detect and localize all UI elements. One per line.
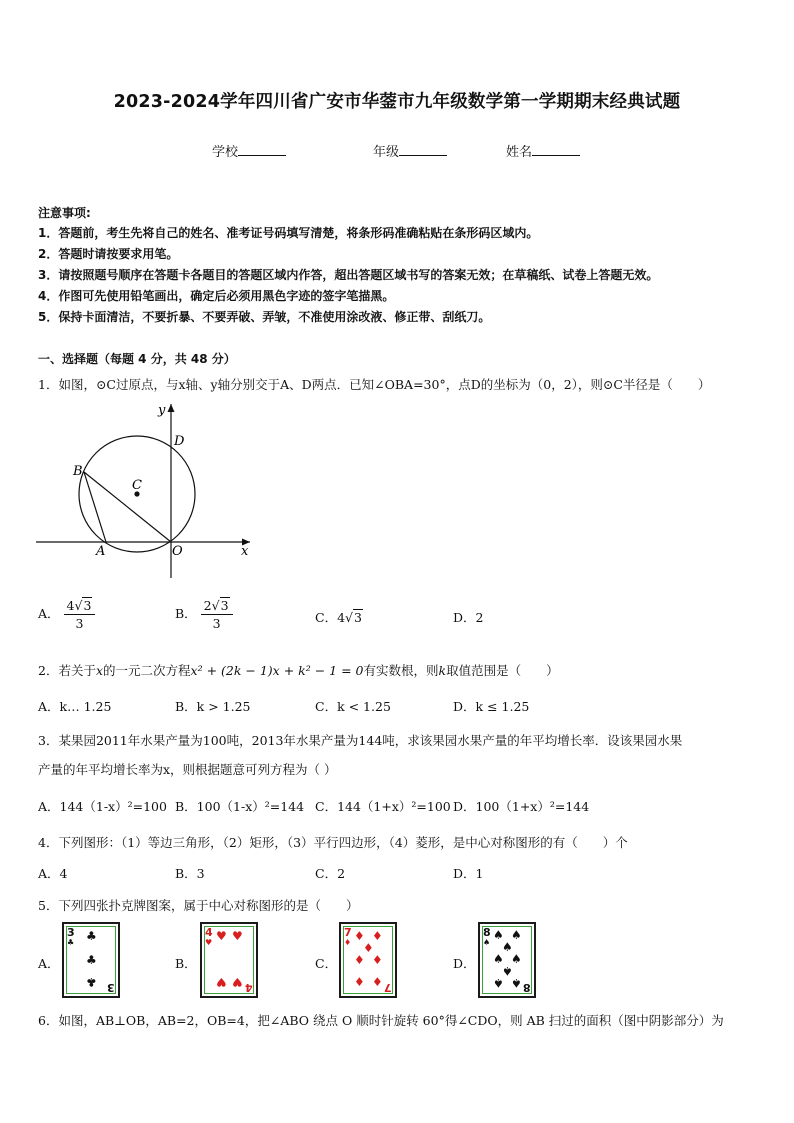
q1-option-b-den: 3 <box>212 616 221 631</box>
point-o-label: O <box>172 544 183 559</box>
q2-var-x: x <box>95 663 104 678</box>
heart-icon: ♥ <box>216 975 227 989</box>
q4-option-b: B．3 <box>175 866 205 881</box>
spade-icon: ♠ <box>511 976 522 990</box>
point-b-label: B <box>73 464 83 479</box>
notice-item-4: 4．作图可先使用铅笔画出，确定后必须用黑色字迹的签字笔描黑。 <box>38 289 395 303</box>
q1-option-b-coef: 2 <box>203 598 212 613</box>
q1-option-c-coef: 4 <box>337 610 346 625</box>
name-blank <box>532 143 580 156</box>
page-title: 2023-2024学年四川省广安市华蓥市九年级数学第一学期期末经典试题 <box>113 92 681 112</box>
school-field <box>212 141 286 160</box>
q1-option-a-radicand: 3 <box>83 598 92 613</box>
q1-option-a-den: 3 <box>75 616 84 631</box>
q1-option-c-label: C． <box>315 610 338 625</box>
q3-stem-line-1: 3．某果园2011年水果产量为100吨，2013年水果产量为144吨，求该果园水果产量的年平均增长率．设该果园水果 <box>38 733 683 748</box>
card-three-of-clubs <box>62 922 120 998</box>
q1-option-c: C．4√3 <box>315 610 362 625</box>
q4-option-c: C．2 <box>315 866 346 881</box>
q1-option-a <box>38 598 95 631</box>
card-four-of-hearts <box>200 922 258 998</box>
q1-stem: 1．如图，⊙C过原点，与x轴、y轴分别交于A、D两点．已知∠OBA=30°，点D的坐标为（0，2），则⊙C半径是（ ） <box>38 377 711 392</box>
card-b-rank: 4 <box>205 926 213 939</box>
card-d-rank-rotated: 8 <box>523 981 531 994</box>
q1-option-c-radicand: 3 <box>354 610 362 625</box>
q2-stem-pre: 2．若关于 <box>38 663 96 678</box>
q5-option-c-label: C． <box>315 956 338 971</box>
diamond-icon: ♦ <box>344 938 352 947</box>
name-label: 姓名 <box>506 145 533 160</box>
diamond-icon: ♦ <box>354 929 365 943</box>
q1-option-a-fraction: $\frac{4√3}{3}$ <box>64 598 96 631</box>
heart-icon: ♥ <box>232 975 243 989</box>
q2-option-b: B．k > 1.25 <box>175 699 251 714</box>
card-a-rank-rotated: 3 <box>107 981 115 994</box>
card-c-rank-rotated: 7 <box>384 981 392 994</box>
card-seven-of-diamonds <box>339 922 397 998</box>
q1-option-b <box>175 598 233 631</box>
name-field <box>506 141 580 160</box>
q2-stem-end: 取值范围是（ ） <box>446 663 559 678</box>
q2-var-k: k <box>438 663 447 678</box>
q6-stem: 6．如图，AB⊥OB，AB=2，OB=4，把∠ABO 绕点 O 顺时针旋转 60°得∠CDO，则 AB 扫过的面积（图中阴影部分）为 <box>38 1013 724 1028</box>
q2-option-d: D．k ≤ 1.25 <box>453 699 530 714</box>
notice-item-2: 2．答题时请按要求用笔。 <box>38 247 179 261</box>
grade-label: 年级 <box>373 145 400 160</box>
card-a-rank: 3 <box>67 926 75 939</box>
club-icon: ♣ <box>67 938 75 947</box>
q4-stem: 4．下列图形：（1）等边三角形，（2）矩形，（3）平行四边形，（4）菱形，是中心对称图形的有（ ）个 <box>38 835 628 850</box>
diamond-icon: ♦ <box>372 975 383 989</box>
q2-stem <box>38 661 559 679</box>
heart-icon: ♥ <box>216 929 227 943</box>
spade-icon: ♠ <box>493 952 504 966</box>
q5-option-b-label: B． <box>175 956 197 971</box>
q4-option-d: D．1 <box>453 866 484 881</box>
spade-icon: ♠ <box>493 928 504 942</box>
heart-icon: ♥ <box>232 929 243 943</box>
q2-stem-post: 有实数根，则 <box>363 663 439 678</box>
q1-option-b-label: B． <box>175 606 197 621</box>
diamond-icon: ♦ <box>354 953 365 967</box>
q1-option-a-label: A． <box>38 606 60 621</box>
point-c-label: C <box>132 478 142 493</box>
q3-option-a: A．144（1-x）²=100 <box>38 799 167 814</box>
q1-option-b-fraction: $\frac{2√3}{3}$ <box>201 598 233 631</box>
spade-icon: ♠ <box>502 964 513 978</box>
school-blank <box>238 143 286 156</box>
q3-option-b: B．100（1-x）²=144 <box>175 799 305 814</box>
card-eight-of-spades <box>478 922 536 998</box>
q3-option-c: C．144（1+x）²=100 <box>315 799 451 814</box>
point-d-label: D <box>174 434 185 449</box>
q1-option-a-coef: 4 <box>66 598 75 613</box>
spade-icon: ♠ <box>483 938 491 947</box>
diamond-icon: ♦ <box>354 975 365 989</box>
q1-option-b-radicand: 3 <box>220 598 229 613</box>
q2-equation: x² + (2k − 1)x + k² − 1 = 0 <box>190 663 364 678</box>
club-icon: ♣ <box>86 929 97 943</box>
grade-blank <box>399 143 447 156</box>
card-b-rank-rotated: 4 <box>245 981 253 994</box>
q5-option-a-label: A． <box>38 956 60 971</box>
notice-item-5: 5．保持卡面清洁，不要折暴、不要弄破、弄皱，不准使用涂改液、修正带、刮纸刀。 <box>38 310 491 324</box>
q1-option-d: D．2 <box>453 610 484 625</box>
q2-option-a: A．k… 1.25 <box>38 699 112 714</box>
diamond-icon: ♦ <box>372 953 383 967</box>
grade-field <box>373 141 447 160</box>
notice-heading: 注意事项: <box>38 206 91 220</box>
q2-option-c: C．k < 1.25 <box>315 699 391 714</box>
club-icon: ♣ <box>86 975 97 989</box>
diamond-icon: ♦ <box>372 929 383 943</box>
q5-option-d-label: D． <box>453 956 476 971</box>
notice-item-3: 3．请按照题号顺序在答题卡各题目的答题区域内作答，超出答题区域书写的答案无效；在草稿纸、试卷上答题无效。 <box>38 268 659 282</box>
club-icon: ♣ <box>86 953 97 967</box>
y-axis-label: y <box>158 403 166 418</box>
point-a-label: A <box>96 544 106 559</box>
heart-icon: ♥ <box>205 938 213 947</box>
q3-option-d: D．100（1+x）²=144 <box>453 799 590 814</box>
q4-option-a: A．4 <box>38 866 68 881</box>
x-axis-label: x <box>241 544 249 559</box>
q1-circle-figure <box>36 400 258 582</box>
spade-icon: ♠ <box>502 940 513 954</box>
card-d-rank: 8 <box>483 926 491 939</box>
q2-stem-mid: 的一元二次方程 <box>103 663 191 678</box>
q3-stem-line-2: 产量的年平均增长率为x，则根据题意可列方程为（ ） <box>38 762 337 777</box>
spade-icon: ♠ <box>511 928 522 942</box>
card-c-rank: 7 <box>344 926 352 939</box>
spade-icon: ♠ <box>493 976 504 990</box>
school-label: 学校 <box>212 145 239 160</box>
diamond-icon: ♦ <box>363 941 374 955</box>
section-heading: 一、选择题（每题 4 分，共 48 分） <box>38 352 236 366</box>
notice-item-1: 1．答题前，考生先将自己的姓名、准考证号码填写清楚，将条形码准确粘贴在条形码区域内。 <box>38 226 539 240</box>
spade-icon: ♠ <box>511 952 522 966</box>
q5-stem: 5．下列四张扑克牌图案，属于中心对称图形的是（ ） <box>38 898 359 913</box>
